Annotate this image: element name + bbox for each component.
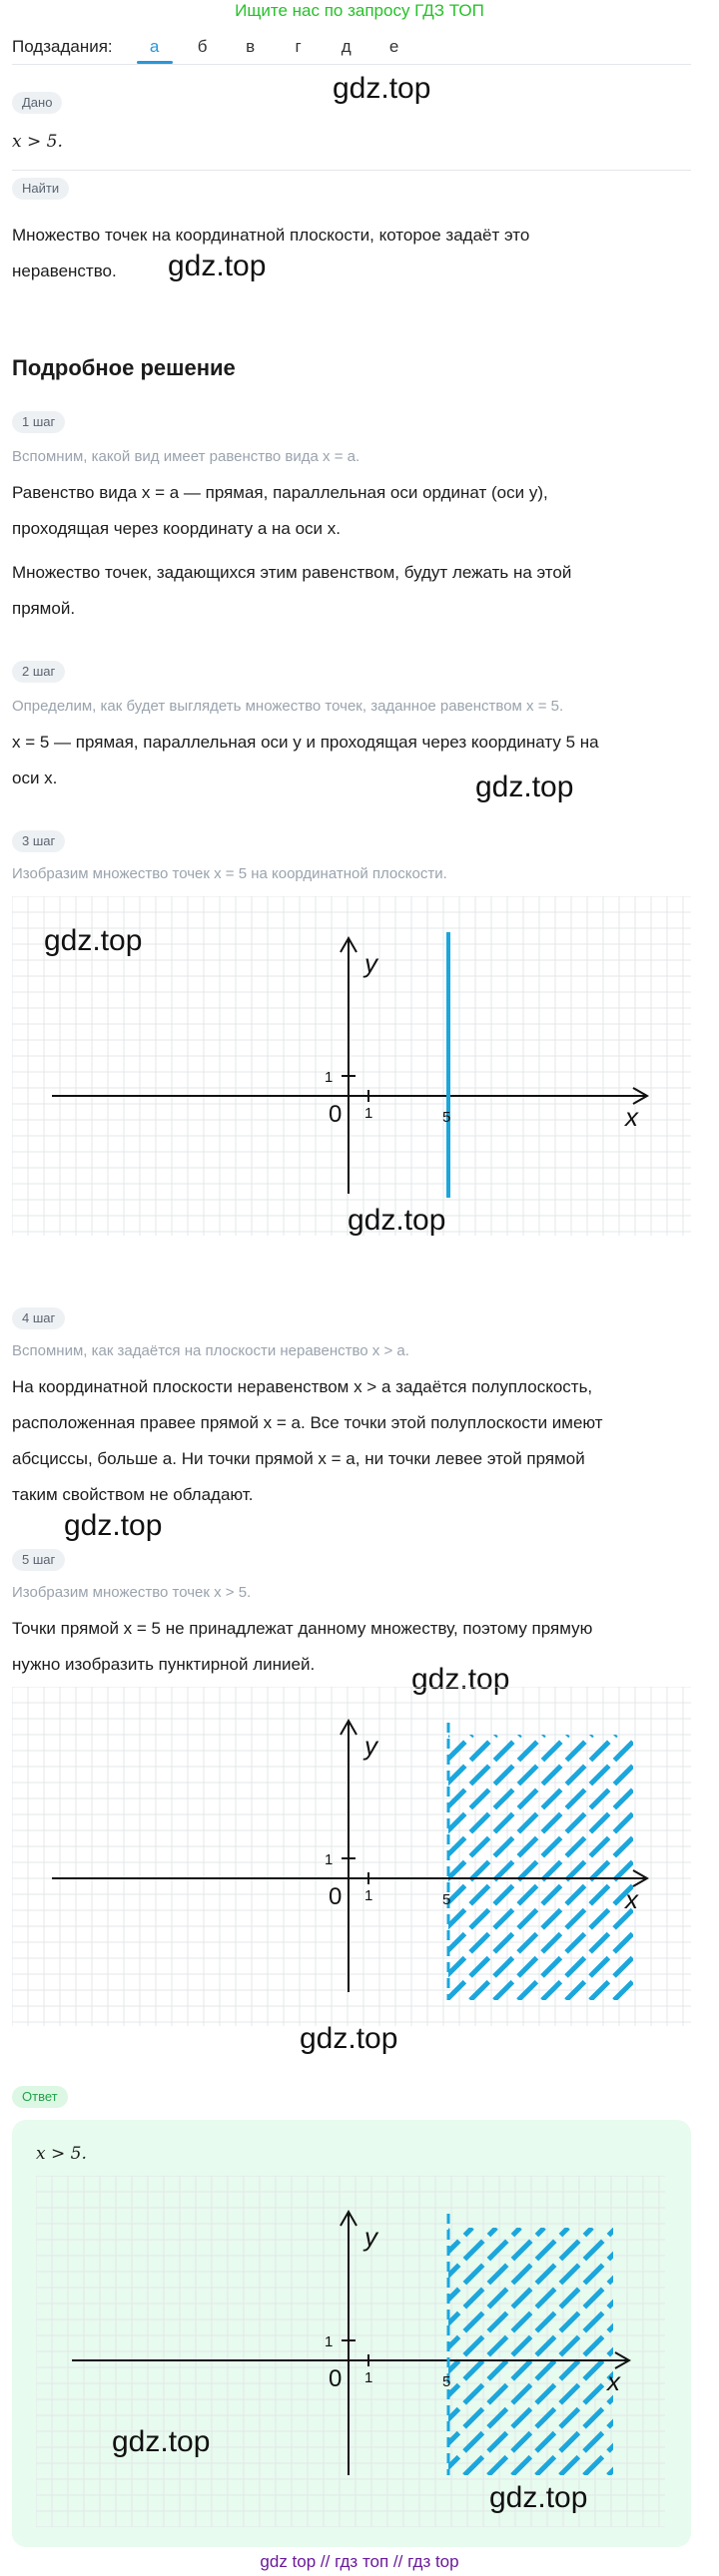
tab-v[interactable]: в — [246, 37, 256, 56]
tab-b[interactable]: б — [197, 37, 208, 56]
watermark: gdz.top — [168, 250, 267, 282]
y-axis-label: y — [364, 2222, 377, 2252]
line-value-label: 5 — [442, 1109, 451, 1126]
step1-para1-line2: проходящая через координату a на оси x. — [12, 519, 342, 538]
watermark: gdz.top — [44, 924, 143, 957]
y-tick-label: 1 — [325, 2333, 334, 2350]
watermark: gdz.top — [411, 1663, 510, 1696]
step4-chip: 4 шаг — [12, 1307, 65, 1329]
x-axis-label: x — [625, 1884, 638, 1914]
y-tick-label: 1 — [325, 1069, 334, 1086]
origin-label: 0 — [329, 1883, 343, 1910]
step5-line2: нужно изобразить пунктирной линией. — [12, 1655, 316, 1674]
find-chip: Найти — [12, 178, 69, 200]
step1-para2-line1: Множество точек, задающихся этим равенством, будут лежать на этой — [12, 563, 572, 582]
x-axis-label: x — [607, 2366, 620, 2396]
step5-chip: 5 шаг — [12, 1549, 65, 1571]
x-axis-label: x — [625, 1102, 638, 1132]
find-text-line1: Множество точек на координатной плоскости, которое задаёт это — [12, 226, 530, 245]
origin-label: 0 — [329, 1101, 343, 1128]
divider — [12, 170, 691, 171]
step2-hint: Определим, как будет выглядеть множество точек, заданное равенством x = 5. — [12, 698, 564, 715]
step3-hint: Изобразим множество точек x = 5 на координатной плоскости. — [12, 865, 447, 882]
tab-g[interactable]: г — [295, 37, 302, 56]
line-value-label: 5 — [442, 2373, 451, 2390]
hatch-region — [183, 1735, 691, 2000]
graph-halfplane — [12, 1687, 691, 2026]
step5-hint: Изобразим множество точек x > 5. — [12, 1584, 252, 1601]
watermark: gdz.top — [475, 771, 574, 803]
line-value-label: 5 — [442, 1891, 451, 1908]
y-axis-label: y — [364, 948, 377, 978]
step4-line2: расположенная правее прямой x = a. Все точки этой полуплоскости имеют — [12, 1413, 603, 1432]
watermark: gdz.top — [348, 1204, 446, 1237]
graph-answer — [36, 2176, 665, 2527]
step1-hint: Вспомним, какой вид имеет равенство вида x = a. — [12, 448, 360, 465]
search-banner[interactable]: Ищите нас по запросу ГДЗ ТОП — [235, 1, 484, 20]
step4-hint: Вспомним, как задаётся на плоскости неравенство x > a. — [12, 1342, 409, 1359]
tab-d[interactable]: д — [341, 37, 352, 56]
y-tick-label: 1 — [325, 1851, 334, 1868]
step4-line4: таким свойством не обладают. — [12, 1485, 254, 1504]
watermark: gdz.top — [64, 1509, 163, 1542]
step1-para2-line2: прямой. — [12, 599, 76, 618]
subtasks-label: Подзадания: — [12, 37, 113, 56]
step2-line2: оси x. — [12, 769, 58, 787]
step5-line1: Точки прямой x = 5 не принадлежат данному множеству, поэтому прямую — [12, 1619, 593, 1638]
tab-a[interactable]: а — [131, 30, 179, 64]
x-tick-label: 1 — [364, 1887, 373, 1904]
answer-text: x > 5. — [36, 2144, 87, 2164]
watermark: gdz.top — [112, 2425, 211, 2458]
x-tick-label: 1 — [364, 1105, 373, 1122]
x-tick-label: 1 — [364, 2369, 373, 2386]
origin-label: 0 — [329, 2365, 343, 2392]
tab-e[interactable]: е — [388, 37, 399, 56]
divider — [12, 64, 691, 65]
find-text-line2: неравенство. — [12, 261, 117, 280]
step4-line1: На координатной плоскости неравенством x > a задаётся полуплоскость, — [12, 1377, 593, 1396]
watermark: gdz.top — [489, 2481, 588, 2514]
step3-chip: 3 шаг — [12, 830, 65, 852]
solution-title: Подробное решение — [12, 355, 236, 380]
step2-chip: 2 шаг — [12, 661, 65, 683]
step1-para1-line1: Равенство вида x = a — прямая, параллельная оси ординат (оси y), — [12, 483, 548, 502]
watermark: gdz.top — [333, 72, 431, 105]
watermark: gdz.top — [300, 2022, 398, 2055]
given-text: x > 5. — [12, 132, 63, 152]
given-chip: Дано — [12, 92, 62, 114]
footer-links[interactable]: gdz top // гдз топ // гдз top — [260, 2552, 459, 2571]
hatch-line — [207, 1735, 472, 2000]
subtasks-nav — [12, 30, 418, 64]
y-axis-label: y — [364, 1731, 377, 1761]
step2-line1: x = 5 — прямая, параллельная оси y и проходящая через координату 5 на — [12, 733, 599, 752]
hatch-line — [542, 1735, 691, 2000]
step1-chip: 1 шаг — [12, 411, 65, 433]
hatch-line — [494, 1735, 691, 2000]
answer-chip: Ответ — [12, 2086, 68, 2108]
step4-line3: абсциссы, больше a. Ни точки прямой x = a, ни точки левее этой прямой — [12, 1449, 585, 1468]
